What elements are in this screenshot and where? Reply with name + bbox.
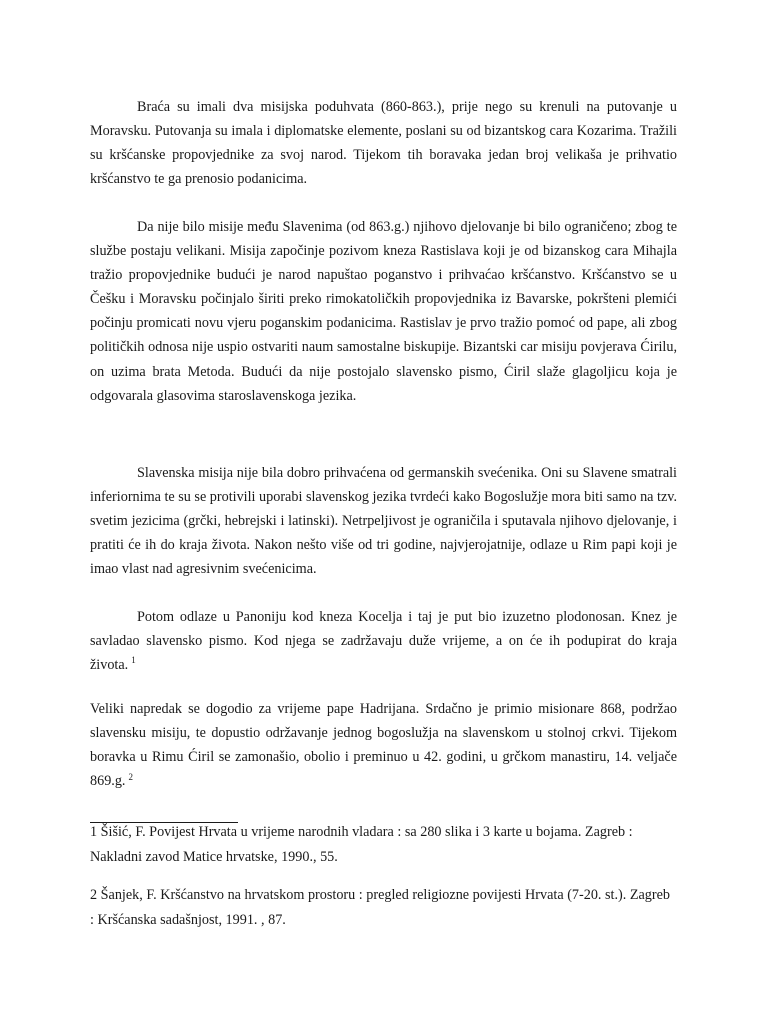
footnote-marker-2[interactable]: 2 xyxy=(128,771,133,782)
footnote-2: 2 Šanjek, F. Kršćanstvo na hrvatskom prostoru : pregled religiozne povijesti Hrvata (7-20. st.). Zagreb : Kršćanska sadašnjost, 1991. , 87. xyxy=(90,887,671,928)
footnote-marker-1[interactable]: 1 xyxy=(131,655,136,666)
footnote-1: 1 Šišić, F. Povijest Hrvata u vrijeme narodnih vladara : sa 280 slika i 3 karte u bojama. Zagreb : Nakladni zavod Matice hrvatske, 1990., 55. xyxy=(90,824,633,865)
paragraph-2: Da nije bilo misije među Slavenima (od 863.g.) njihovo djelovanje bi bilo ograničeno; zbog te službe postaju velikani. Misija započinje pozivom kneza Rastislava koji je od bizanskog cara Mihajla tražio propovjednike budući je narod napuštao poganstvo i prihvaćao kršćanstvo. Kršćanstvo se u Češku i Moravsku počinjalo širiti preko rimokatoličkih propovjednika iz Bavarske, pokršteni plemići počinju promicati novu vjeru poganskim podanicima. Rastislav je prvo tražio pomoć od pape, ali zbog političkih odnosa nije uspio ostvariti naum samostalne biskupije. Bizantski car misiju povjerava Ćirilu, on uzima brata Metoda. Budući da nije postojalo slavensko pismo, Ćiril slaže glagoljicu koja je odgovarala glasovima staroslavenskoga jezika. xyxy=(90,219,677,404)
paragraph-4: Potom odlaze u Panoniju kod kneza Kocelja i taj je put bio izuzetno plodonosan. Knez je savladao slavensko pismo. Kod njega se zadržavaju duže vrijeme, a on će ih podupirat do kraja života. $^1$ xyxy=(90,609,677,674)
paragraph-5: Veliki napredak se dogodio za vrijeme pape Hadrijana. Srdačno je primio misionare 868, podržao slavensku misiju, te dopustio održavanje jednog bogoslužja na slavenskom u stolnoj crkvi. Tijekom boravka u Rimu Ćiril se zamonašio, obolio i preminuo u 42. godini, u grčkom manastiru, 14. veljače 869.g. $^2$ xyxy=(90,701,677,790)
paragraph-3: Slavenska misija nije bila dobro prihvaćena od germanskih svećenika. Oni su Slavene smatrali inferiornima te su se protivili uporabi slavenskog jezika tvrdeći kako Bogoslužje mora biti samo na tzv. svetim jezicima (grčki, hebrejski i latinski). Netrpeljivost je ograničila i sputavala njihovo djelovanje, i pratiti će ih do kraja života. Nakon nešto više od tri godine, najvjerojatnije, odlaze u Rim papi koji je imao vlast nad agresivnim svećenicima. xyxy=(90,465,677,578)
paragraph-1: Braća su imali dva misijska poduhvata (860-863.), prije nego su krenuli na putovanje u Moravsku. Putovanja su imala i diplomatske elemente, poslani su od bizantskog cara Kozarima. Tražili su kršćanske propovjednike za svoj narod. Tijekom tih boravaka jedan broj velikaša je prihvatio kršćanstvo te ga prenosio podanicima. xyxy=(90,99,677,188)
